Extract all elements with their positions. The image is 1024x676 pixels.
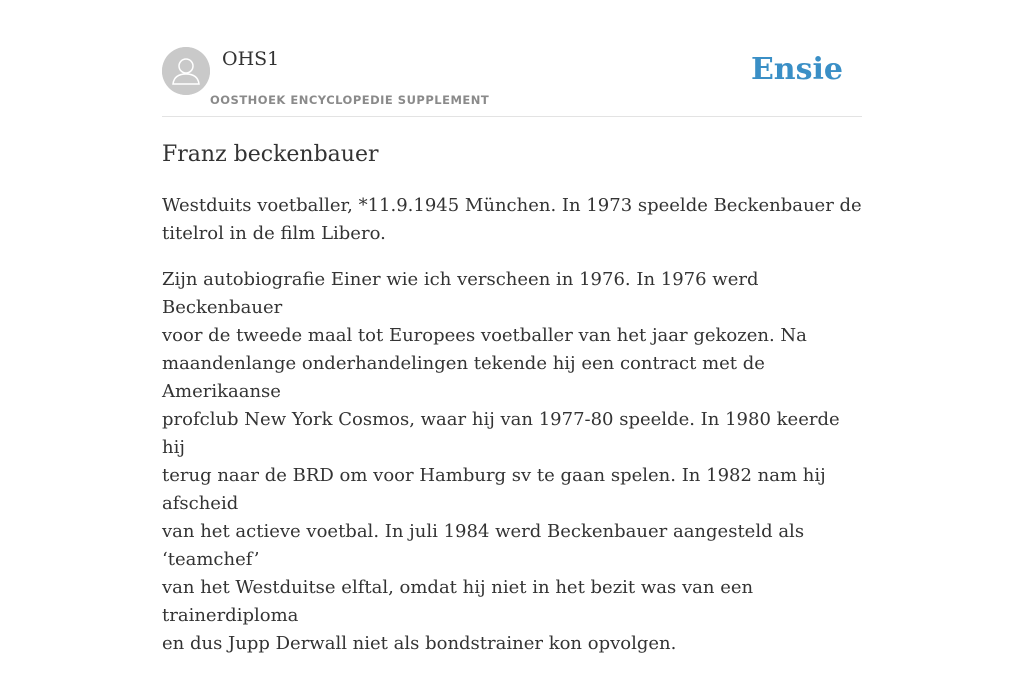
text-line: voor de tweede maal tot Europees voetballer van het jaar gekozen. Na: [162, 325, 807, 346]
article-body: [162, 192, 862, 676]
text-line: van het actieve voetbal. In juli 1984 werd Beckenbauer aangesteld als ‘teamchef’: [162, 521, 805, 570]
text-line: Westduits voetballer, *11.9.1945 München. In 1973 speelde Beckenbauer de: [162, 195, 862, 216]
text-line: profclub New York Cosmos, waar hij van 1977-80 speelde. In 1980 keerde hij: [162, 409, 840, 458]
header: [162, 0, 862, 117]
paragraph-1: [162, 192, 862, 248]
paragraph-2: [162, 266, 862, 658]
author-name[interactable]: OHS1: [222, 48, 280, 70]
article-title: Franz beckenbauer: [162, 142, 379, 167]
ensie-logo[interactable]: Ensie: [750, 52, 843, 87]
text-line: terug naar de BRD om voor Hamburg sv te gaan spelen. In 1982 nam hij afscheid: [162, 465, 826, 514]
text-line: van het Westduitse elftal, omdat hij niet in het bezit was van een trainerdiploma: [162, 577, 754, 626]
user-avatar-icon[interactable]: [162, 47, 210, 95]
source-label[interactable]: OOSTHOEK ENCYCLOPEDIE SUPPLEMENT: [210, 93, 490, 107]
text-line: maandenlange onderhandelingen tekende hij een contract met de Amerikaanse: [162, 353, 765, 402]
text-line: titelrol in de film Libero.: [162, 223, 386, 244]
text-line: Zijn autobiografie Einer wie ich verscheen in 1976. In 1976 werd Beckenbauer: [162, 269, 759, 318]
text-line: en dus Jupp Derwall niet als bondstrainer kon opvolgen.: [162, 633, 677, 654]
